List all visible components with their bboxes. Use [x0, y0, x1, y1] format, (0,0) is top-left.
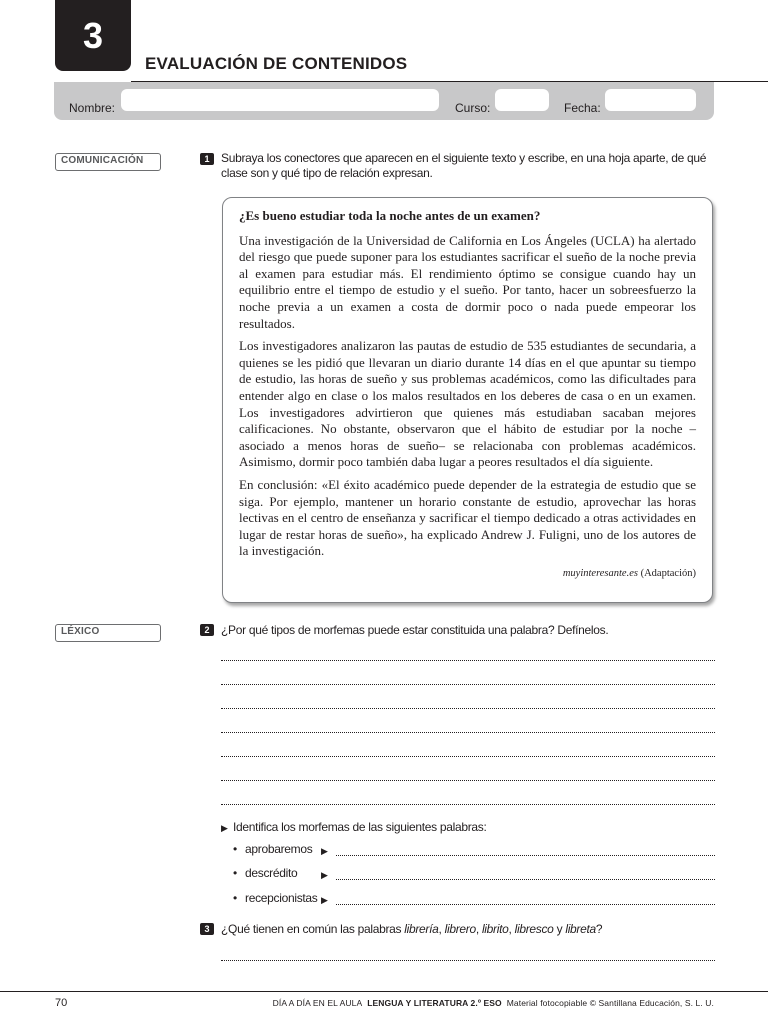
section-tag-comunicacion: COMUNICACIÓN [55, 153, 161, 171]
answer-line[interactable] [221, 780, 715, 781]
fecha-field[interactable] [605, 89, 696, 111]
q3-word: libreta [565, 922, 596, 936]
answer-line[interactable] [221, 960, 715, 961]
source-site: muyinteresante.es [562, 567, 638, 579]
question-number-3: 3 [200, 923, 214, 935]
fecha-label: Fecha: [564, 101, 601, 115]
triangle-arrow-icon: ▶ [321, 846, 328, 856]
question-1-line-1: Subraya los conectores que aparecen en el siguiente texto y escribe, en una hoja aparte, de qué [221, 151, 707, 165]
question-number-1: 1 [200, 153, 214, 165]
reading-title: ¿Es bueno estudiar toda la noche antes de un examen? [239, 208, 541, 223]
question-number-2: 2 [200, 624, 214, 636]
reading-paragraph-1: Una investigación de la Universidad de California en Los Ángeles (UCLA) ha alertado del riesgo que puede suponer para los estudiantes sacrificar el sueño de la noche previa al examen para estudiar más. El rendimiento óptimo se consigue cuando hay un equilibrio entre el tiempo de estudio y el sueño. Por tanto, hacer un sobreesfuerzo la noche previa a un examen a costa de dormir poco o nada puede empeorar los resultados. [239, 232, 696, 331]
answer-line[interactable] [221, 708, 715, 709]
page-title: EVALUACIÓN DE CONTENIDOS [145, 54, 408, 73]
word-item: aprobaremos [245, 842, 313, 856]
q3-word: libresco [514, 922, 554, 936]
reading-paragraph-3: En conclusión: «El éxito académico puede depender de la estrategia de estudio que se siga. Por ejemplo, mantener un horario constante de estudio, aprovechar las horas lectivas en el centro de enseñanza y sacrificar el tiempo dedicado a otras actividades en lugar de restar horas de sueño», ha explicado Andrew J. Fuligni, uno de los autores de la investigación. [239, 476, 696, 559]
answer-line[interactable] [336, 855, 715, 856]
word-item: recepcionistas [245, 891, 318, 905]
unit-number: 3 [55, 0, 131, 71]
q3-separator: , [475, 922, 482, 936]
answer-line[interactable] [221, 684, 715, 685]
q3-separator: , [508, 922, 515, 936]
bullet-icon: • [233, 866, 238, 880]
q3-word: librito [481, 922, 509, 936]
question-1-text [221, 151, 706, 181]
curso-label: Curso: [455, 101, 491, 115]
answer-line[interactable] [221, 804, 715, 805]
footer-rights: Material fotocopiable © Santillana Educación, S. L. U. [506, 998, 714, 1008]
sub-instruction: Identifica los morfemas de las siguientes palabras: [233, 820, 487, 834]
answer-line[interactable] [221, 660, 715, 661]
bullet-icon: • [233, 842, 238, 856]
bullet-icon: • [233, 891, 238, 905]
reading-source [239, 566, 696, 583]
triangle-arrow-icon: ▶ [321, 895, 328, 905]
reading-passage [222, 197, 713, 603]
q3-word: librero [444, 922, 476, 936]
footer-series: DÍA A DÍA EN EL AULA [272, 998, 363, 1008]
section-tag-lexico: LÉXICO [55, 624, 161, 642]
reading-paragraph-2: Los investigadores analizaron las pautas de estudio de 535 estudiantes de secundaria, a quienes se les pidió que llevaran un diario durante 14 días en el que apuntar su tiempo de estudio, las horas de sueño y sus problemas académicos, como las dificultades para entender algo en clase o los malos resultados en los deberes de casa o en un examen. Los investigadores advirtieron que quienes más estudiaban sacaban mejores calificaciones. No obstante, observaron que el hábito de estudiar por la noche –asociado a menos horas de sueño– se relacionaba con problemas académicos. Asimismo, dormir poco también daba lugar a peores resultados el día siguiente. [239, 338, 696, 470]
q3-separator: , [438, 922, 445, 936]
q3-word: librería [404, 922, 439, 936]
curso-field[interactable] [495, 89, 549, 111]
answer-line[interactable] [221, 732, 715, 733]
nombre-field[interactable] [121, 89, 439, 111]
footer-subject: LENGUA Y LITERATURA 2.º ESO [367, 998, 502, 1008]
answer-line[interactable] [336, 904, 715, 905]
q3-prefix: ¿Qué tienen en común las palabras [221, 922, 405, 936]
word-item: descrédito [245, 866, 298, 880]
footer-credits [273, 998, 714, 1008]
nombre-label: Nombre: [69, 101, 116, 115]
triangle-arrow-icon: ▶ [221, 823, 228, 833]
q3-end: ? [595, 922, 603, 936]
triangle-arrow-icon: ▶ [321, 870, 328, 880]
answer-line[interactable] [336, 879, 715, 880]
page-number: 70 [55, 997, 68, 1009]
question-2-text: ¿Por qué tipos de morfemas puede estar constituida una palabra? Defínelos. [221, 623, 609, 637]
q3-conjunction: y [553, 922, 566, 936]
answer-line[interactable] [221, 756, 715, 757]
footer-rule [0, 991, 768, 992]
source-note: (Adaptación) [640, 567, 696, 579]
question-3-text [221, 922, 602, 937]
question-1-line-2: clase son y qué tipo de relación expresan. [221, 166, 433, 180]
